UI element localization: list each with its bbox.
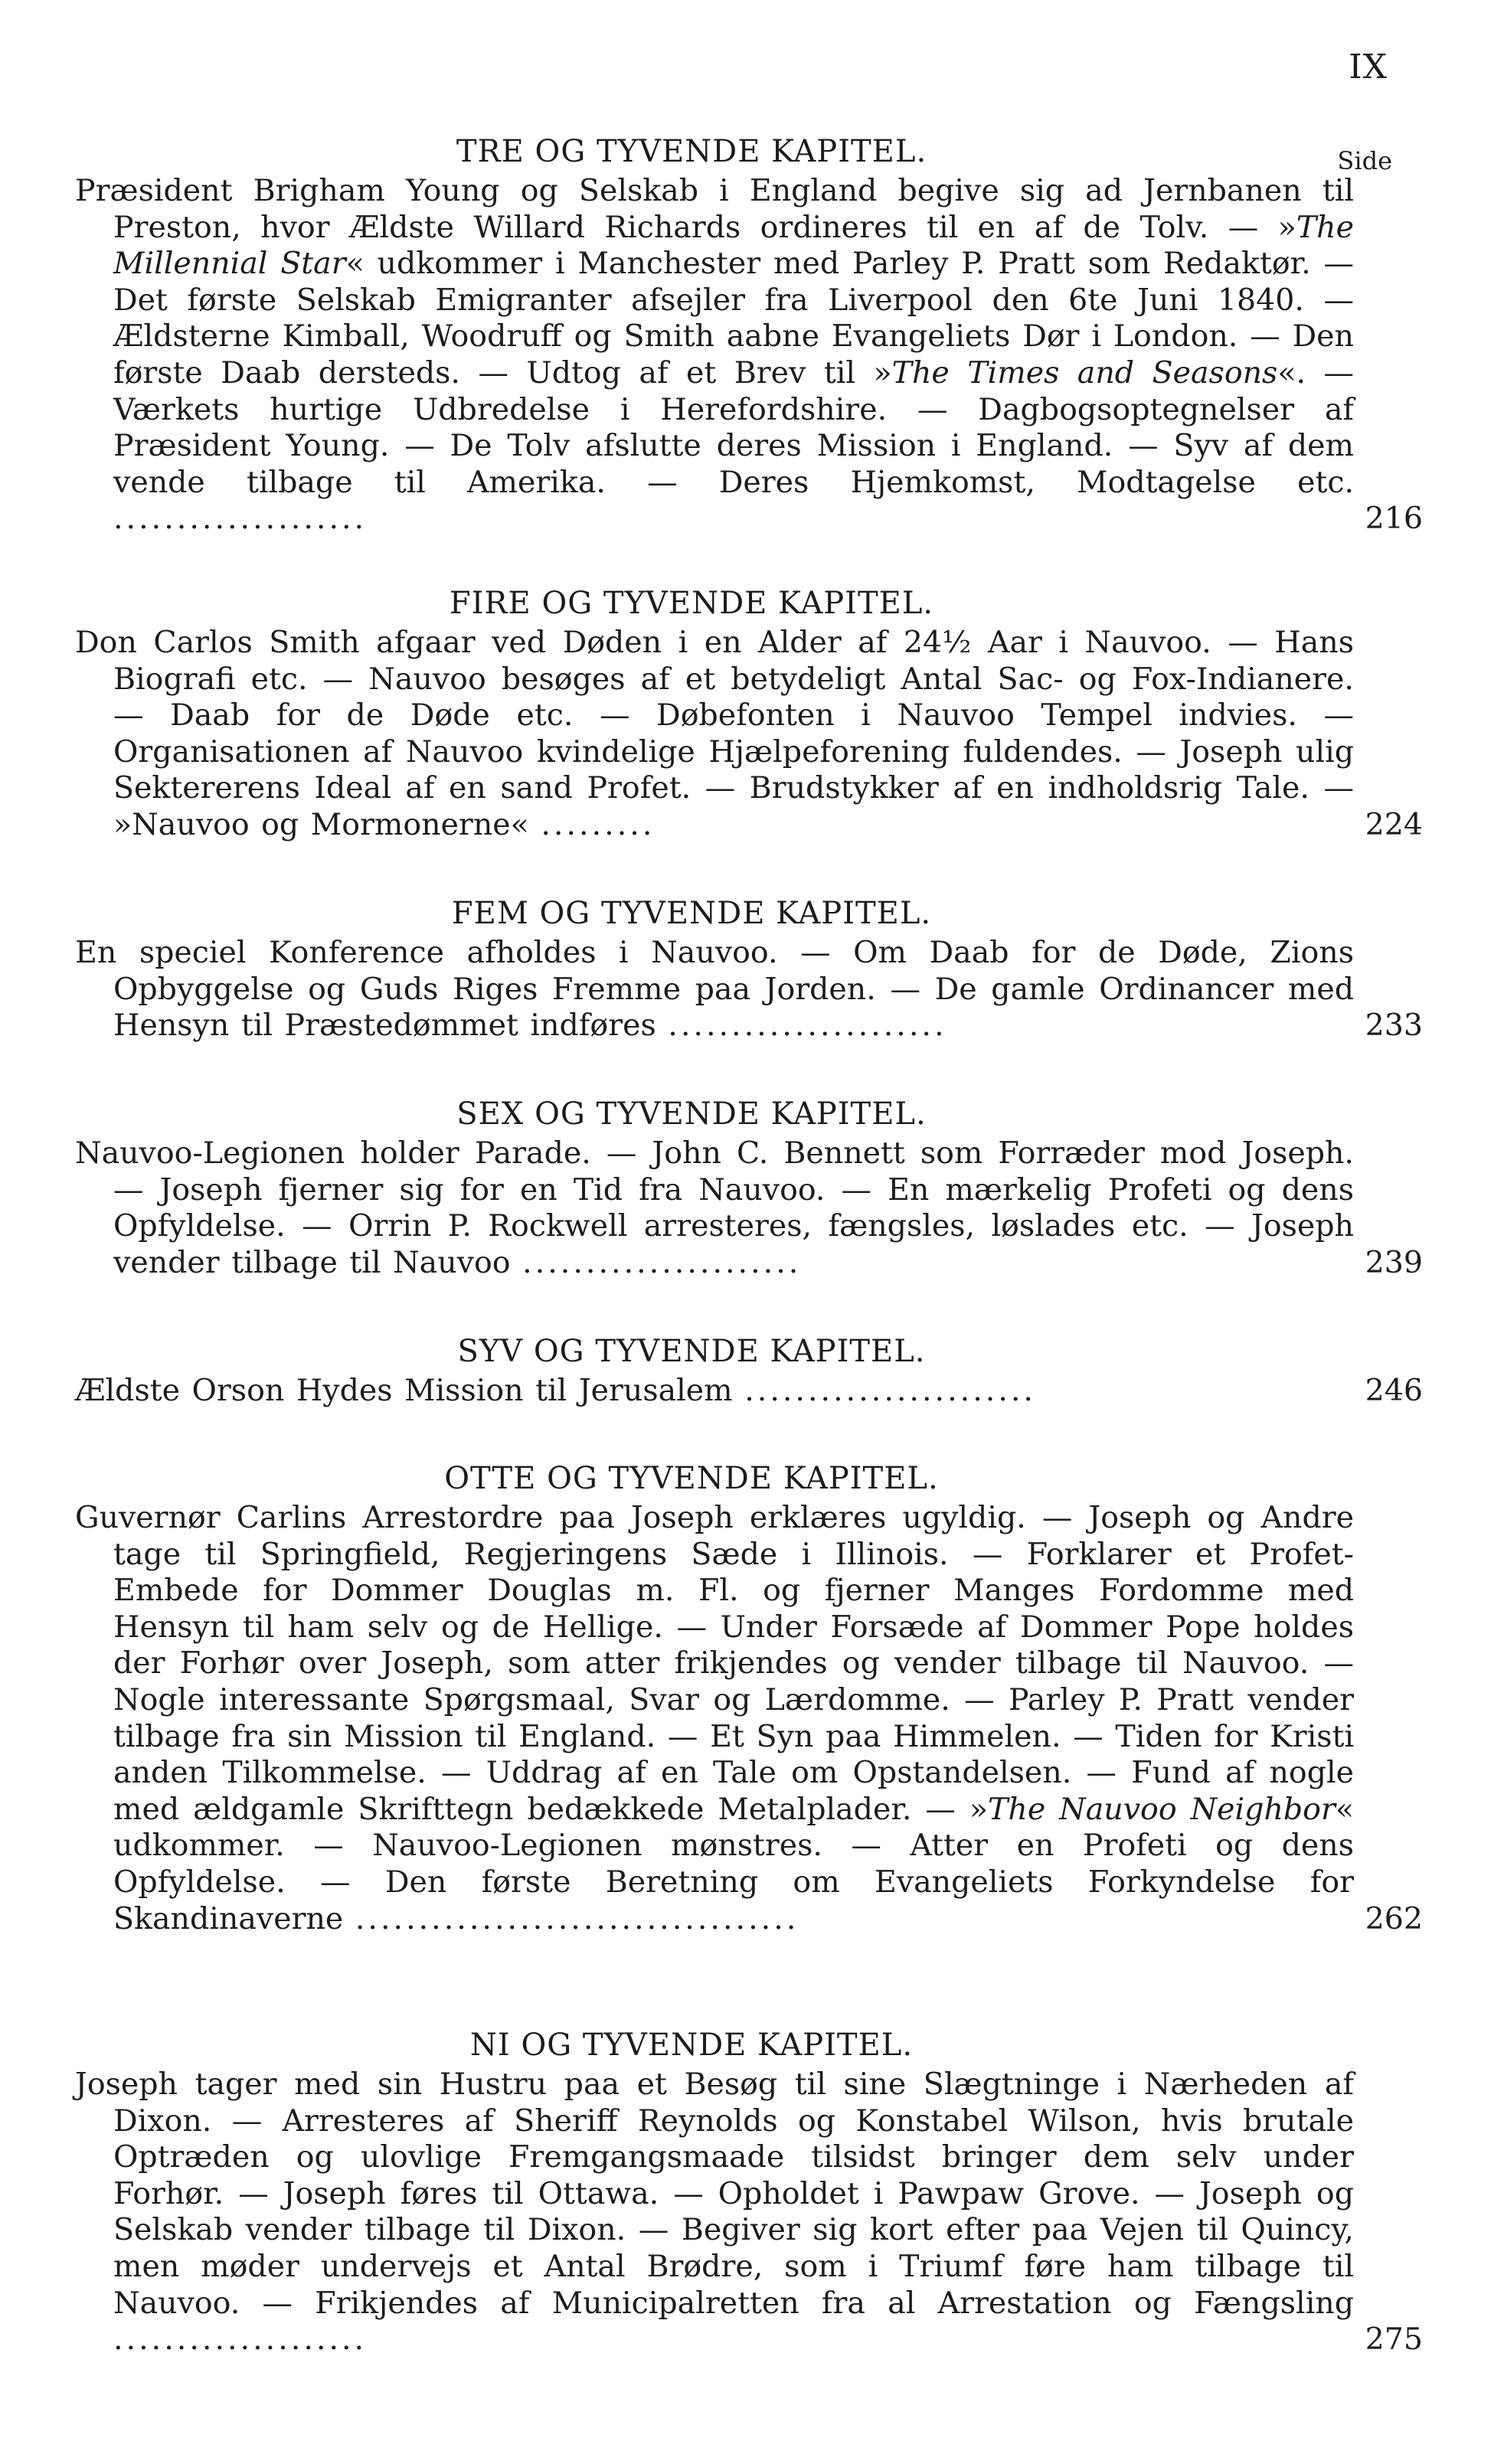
summary-text: « udkommer i Manchester med Parley P. Pratt som Redaktør. — Det første Selskab Emigranter afsejler fra Liverpool den 6te Juni 1840. — Ældsterne Kimball, Woodruff og Smith aabne Evangeliets Dør i London. — Den første Daab dersteds. — Udtog af et Brev til » bbox=[113, 246, 1355, 391]
chapter-title bbox=[75, 1330, 1385, 1373]
page-reference: 224 bbox=[1365, 806, 1423, 842]
chapter-entry bbox=[75, 1330, 1423, 1457]
chapter-title bbox=[75, 2024, 1385, 2067]
dot-leader: .................... bbox=[113, 501, 368, 537]
chapter-summary bbox=[75, 1500, 1423, 1937]
dot-leader: ...................... bbox=[668, 1008, 947, 1044]
page-reference: 246 bbox=[1365, 1373, 1423, 1408]
table-of-contents bbox=[75, 130, 1423, 2407]
chapter-entry bbox=[75, 1093, 1423, 1330]
chapter-summary bbox=[75, 2067, 1423, 2358]
dot-leader: ....................... bbox=[744, 1373, 1036, 1408]
chapter-title-text: NI OG TYVENDE KAPITEL. bbox=[469, 2028, 914, 2063]
summary-text: Guvernør Carlins Arrestordre paa Joseph erklæres ugyldig. — Joseph og Andre tage til Springfield, Regjeringens Sæde i Illinois. — Forklarer et Profet-Embede for Dommer Douglas m. Fl. og fjerner Manges Fordomme med Hensyn til ham selv og de Hellige. — Under Forsæde af Dommer Pope holdes der Forhør over Joseph, som atter frikjendes og vender tilbage til Nauvoo. — Nogle interessante Spørgsmaal, Svar og Lærdomme. — Parley P. Pratt vender tilbage fra sin Mission til England. — Et Syn paa Himmelen. — Tiden for Kristi anden Tilkommelse. — Uddrag af en Tale om Opstandelsen. — Fund af nogle med ældgamle Skrifttegn bedækkede Metalplader. — » bbox=[75, 1500, 1354, 1827]
chapter-title-text: FIRE OG TYVENDE KAPITEL. bbox=[449, 586, 934, 621]
summary-text: En speciel Konference afholdes i Nauvoo. — Om Daab for de Døde, Zions Opbyggelse og Guds Riges Fremme paa Jorden. — De gamle Ordinancer med Hensyn til Præstedømmet indføres bbox=[75, 935, 1354, 1044]
periodical-title: The Millennial Star bbox=[113, 209, 1354, 282]
chapter-title-text: TRE OG TYVENDE KAPITEL. bbox=[456, 134, 927, 169]
periodical-title: The Nauvoo Neighbor bbox=[988, 1791, 1336, 1827]
chapter-title bbox=[75, 582, 1385, 625]
periodical-title: The Times and Seasons bbox=[891, 355, 1278, 391]
chapter-title-text: OTTE OG TYVENDE KAPITEL. bbox=[444, 1461, 939, 1496]
dot-leader: ................................... bbox=[355, 1900, 799, 1936]
dot-leader: .................... bbox=[113, 2322, 368, 2358]
chapter-entry bbox=[75, 130, 1423, 582]
dot-leader: ...................... bbox=[522, 1244, 802, 1280]
chapter-title-text: SEX OG TYVENDE KAPITEL. bbox=[456, 1096, 927, 1132]
summary-text: Præsident Brigham Young og Selskab i England begive sig ad Jernbanen til Preston, hvor Ældste Willard Richards ordineres til en af de Tolv. — » bbox=[75, 173, 1354, 245]
page-reference: 233 bbox=[1365, 1008, 1423, 1044]
summary-text: Nauvoo-Legionen holder Parade. — John C. Bennett som Forræder mod Joseph. — Joseph fjerner sig for en Tid fra Nauvoo. — En mærkelig Profeti og dens Opfyldelse. — Orrin P. Rockwell arresteres, fængsles, løslades etc. — Joseph vender tilbage til Nauvoo bbox=[75, 1136, 1354, 1280]
chapter-entry bbox=[75, 2024, 1423, 2407]
chapter-summary bbox=[75, 1136, 1423, 1281]
summary-text: «. — Værkets hurtige Udbredelse i Herefordshire. — Dagbogsoptegnelser af Præsident Young. — De Tolv afslutte deres Mission i England. — Syv af dem vende tilbage til Amerika. — Deres Hjemkomst, Modtagelse etc. bbox=[113, 355, 1355, 500]
chapter-title bbox=[75, 1093, 1385, 1136]
chapter-title bbox=[75, 1457, 1385, 1500]
summary-text: « udkommer. — Nauvoo-Legionen mønstres. — Atter en Profeti og dens Opfyldelse. — Den første Beretning om Evangeliets Forkyndelse for Skandinaverne bbox=[113, 1791, 1355, 1936]
side-label: Side bbox=[1337, 146, 1392, 175]
chapter-entry bbox=[75, 1457, 1423, 2024]
summary-text: Joseph tager med sin Hustru paa et Besøg til sine Slægtninge i Nærheden af Dixon. — Arresteres af Sheriff Reynolds og Konstabel Wilson, hvis brutale Optræden og ulovlige Fremgangsmaade tilsidst bringer dem selv under Forhør. — Joseph føres til Ottawa. — Opholdet i Pawpaw Grove. — Joseph og Selskab vender tilbage til Dixon. — Begiver sig kort efter paa Vejen til Quincy, men møder undervejs et Antal Brødre, som i Triumf føre ham tilbage til Nauvoo. — Frikjendes af Municipalretten fra al Arrestation og Fængsling bbox=[75, 2067, 1354, 2321]
chapter-title bbox=[75, 130, 1392, 175]
chapter-summary bbox=[75, 173, 1423, 538]
page-reference: 216 bbox=[1365, 501, 1423, 537]
chapter-summary bbox=[75, 935, 1423, 1044]
page-reference: 275 bbox=[1365, 2322, 1423, 2358]
chapter-summary bbox=[75, 625, 1423, 844]
page-number: IX bbox=[1349, 47, 1388, 87]
chapter-summary bbox=[75, 1373, 1423, 1410]
summary-text: Don Carlos Smith afgaar ved Døden i en Alder af 24½ Aar i Nauvoo. — Hans Biografi etc. — Nauvoo besøges af et betydeligt Antal Sac- og Fox-Indianere. — Daab for de Døde etc. — Døbefonten i Nauvoo Tempel indvies. — Organisationen af Nauvoo kvindelige Hjælpeforening fuldendes. — Joseph ulig Sektererens Ideal af en sand Profet. — Brudstykker af en indholdsrig Tale. — »Nauvoo og Mormonerne« bbox=[75, 625, 1354, 842]
chapter-entry bbox=[75, 892, 1423, 1093]
page-reference: 262 bbox=[1365, 1900, 1423, 1936]
chapter-title-text: FEM OG TYVENDE KAPITEL. bbox=[451, 896, 932, 931]
chapter-title bbox=[75, 892, 1385, 935]
chapter-entry bbox=[75, 582, 1423, 892]
chapter-title-text: SYV OG TYVENDE KAPITEL. bbox=[457, 1334, 926, 1369]
page-reference: 239 bbox=[1365, 1244, 1423, 1280]
summary-text: Ældste Orson Hydes Mission til Jerusalem bbox=[75, 1373, 733, 1408]
dot-leader: ......... bbox=[541, 806, 656, 842]
